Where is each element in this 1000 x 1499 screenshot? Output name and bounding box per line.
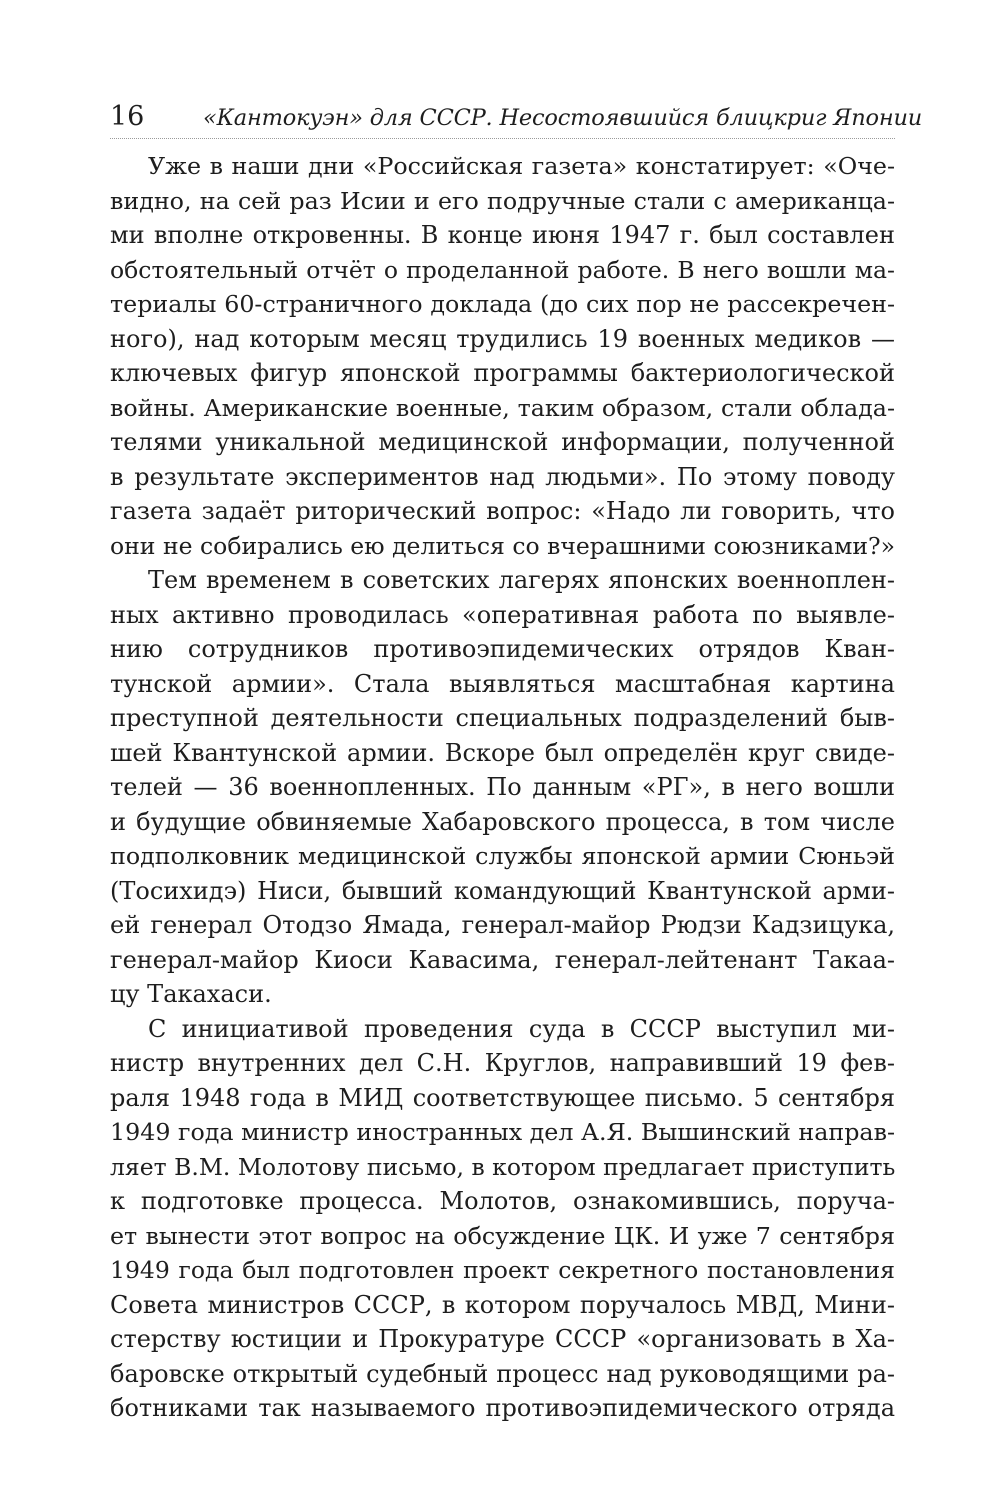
text-line: ного), над которым месяц трудились 19 военных медиков —: [110, 324, 895, 353]
text-line: обстоятельный отчёт о проделанной работе. В него вошли ма-: [110, 255, 895, 284]
text-line: ет вынести этот вопрос на обсуждение ЦК. И уже 7 сентября: [110, 1221, 895, 1250]
text-line: Уже в наши дни «Российская газета» констатирует: «Оче-: [148, 152, 895, 180]
text-line: газета задаёт риторический вопрос: «Надо ли говорить, что: [110, 497, 895, 525]
text-line: Тем временем в советских лагерях японских военноплен-: [148, 566, 895, 594]
text-line: видно, на сей раз Исии и его подручные стали с американца-: [110, 186, 895, 215]
body-text: [110, 149, 895, 1426]
text-line: к подготовке процесса. Молотов, ознакомившись, поруча-: [110, 1187, 895, 1215]
text-line: ей генерал Отодзо Ямада, генерал-майор Рюдзи Кадзицука,: [110, 911, 895, 939]
text-line: нистр внутренних дел С.Н. Круглов, направивший 19 фев-: [110, 1049, 895, 1077]
text-line: они не собирались ею делиться со вчерашними союзниками?»: [110, 531, 895, 560]
text-line: ключевых фигур японской программы бактериологической: [110, 359, 895, 387]
text-line: раля 1948 года в МИД соответствующее письмо. 5 сентября: [110, 1083, 895, 1112]
text-line: тунской армии». Стала выявляться масштабная картина: [110, 669, 895, 698]
text-line: в результате экспериментов над людьми». По этому поводу: [110, 462, 895, 491]
page-number: 16: [110, 101, 145, 132]
running-title: «Кантокуэн» для СССР. Несостоявшийся блицкриг Японии: [203, 105, 923, 131]
text-line: Совета министров СССР, в котором поручалось МВД, Мини-: [110, 1290, 895, 1319]
text-line: териалы 60-страничного доклада (до сих пор не рассекречен-: [110, 290, 895, 318]
text-line: генерал-майор Киоси Кавасима, генерал-лейтенант Такаа-: [110, 945, 895, 974]
text-line: баровске открытый судебный процесс над руководящими ра-: [110, 1359, 895, 1388]
text-line: 1949 года министр иностранных дел А.Я. Вышинский направ-: [110, 1118, 895, 1146]
text-line: преступной деятельности специальных подразделений быв-: [110, 704, 895, 732]
text-line: телями уникальной медицинской информации, полученной: [110, 428, 895, 456]
text-line: (Тосихидэ) Ниси, бывший командующий Квантунской арми-: [110, 876, 895, 905]
paragraph-2: [110, 563, 895, 1012]
text-line: подполковник медицинской службы японской армии Сюньэй: [110, 842, 895, 870]
text-line: ных активно проводилась «оперативная работа по выявле-: [110, 600, 895, 629]
text-line: ляет В.М. Молотову письмо, в котором предлагает приступить: [110, 1152, 895, 1181]
text-line: и будущие обвиняемые Хабаровского процесса, в том числе: [110, 807, 895, 836]
paragraph-1: [110, 149, 895, 563]
paragraph-3: [110, 1012, 895, 1426]
text-line: 1949 года был подготовлен проект секретного постановления: [110, 1256, 895, 1284]
text-line: нию сотрудников противоэпидемических отрядов Кван-: [110, 635, 895, 663]
header-divider: [110, 138, 895, 139]
text-line: цу Такахаси.: [110, 980, 272, 1008]
text-line: С инициативой проведения суда в СССР выступил ми-: [148, 1014, 895, 1043]
text-line: стерству юстиции и Прокуратуре СССР «организовать в Ха-: [110, 1325, 895, 1353]
running-header: [110, 100, 923, 134]
text-line: телей — 36 военнопленных. По данным «РГ», в него вошли: [110, 773, 895, 801]
text-line: ми вполне откровенны. В конце июня 1947 г. был составлен: [110, 221, 895, 249]
text-line: войны. Американские военные, таким образом, стали облада-: [110, 393, 895, 422]
text-line: шей Квантунской армии. Вскоре был определён круг свиде-: [110, 738, 895, 767]
text-line: ботниками так называемого противоэпидемического отряда: [110, 1394, 895, 1422]
